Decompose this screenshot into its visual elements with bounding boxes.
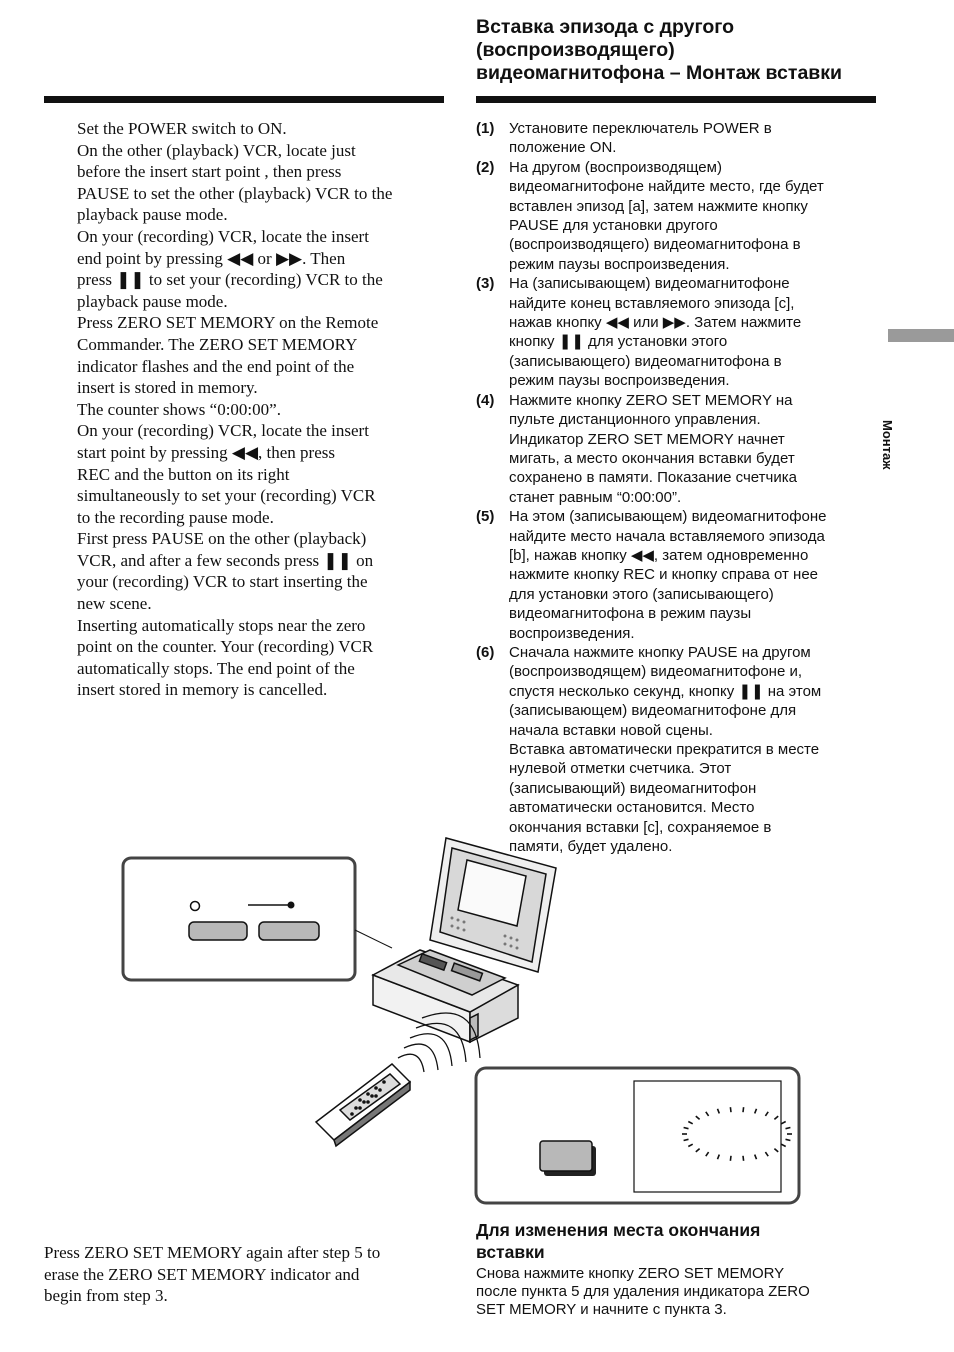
step-line: нажав кнопку ◀◀ или ▶▶. Затем нажмите [509,314,802,332]
step-line: автоматически остановится. Место [509,799,755,817]
remote-commander-icon [316,1064,410,1146]
flash-tick [730,1107,731,1112]
note-line: begin from step 3. [44,1286,168,1306]
heading-line: Для изменения места окончания [476,1220,761,1240]
step-line: найдите конец вставляемого эпизода [c], [509,294,795,312]
step-number: (6) [476,643,495,661]
title-line: Вставка эпизода с другого [476,16,735,38]
step-line: На этом (записывающем) видеомагнитофоне [509,508,827,526]
english-step-line: start point by pressing ◀◀, then press [77,442,335,462]
english-step-line: playback pause mode. [77,205,228,225]
step-line: PAUSE для установки другого [509,217,718,235]
english-step-line: On your (recording) VCR, locate the insert [77,421,369,441]
step-line: Установите переключатель POWER в [509,120,772,137]
step-line: [b], нажав кнопку ◀◀, затем одновременно [509,546,809,564]
english-step-line: PAUSE to set the other (playback) VCR to the [77,183,393,203]
vcr-device-icon [373,838,556,1042]
step-line: На другом (воспроизводящем) [509,158,722,176]
english-step-line: simultaneously to set your (recording) VCR [77,486,376,506]
english-step-line: automatically stops. The end point of the [77,658,355,678]
note-line: erase the ZERO SET MEMORY indicator and [44,1264,360,1284]
step-line: нажмите кнопку REC и кнопку справа от нее [509,566,819,584]
english-step-line: new scene. [77,594,152,614]
section-label-text: Монтаж [880,420,895,470]
step-line: станет равным “0:00:00”. [509,488,682,506]
english-step-line: insert stored in memory is cancelled. [77,680,328,700]
step-line: (записывающем) видеомагнитофоне для [509,702,797,720]
step-line: (воспроизводящем) видеомагнитофоне и, [509,663,803,681]
flash-tick [730,1156,731,1161]
english-step-line: Set the POWER switch to ON. [77,119,287,138]
step-line: воспроизведения. [509,624,635,642]
step-line: (записывающий) видеомагнитофон [509,779,757,797]
step-line: Нажмите кнопку ZERO SET MEMORY на [509,391,793,409]
note-line: Снова нажмите кнопку ZERO SET MEMORY [476,1265,785,1282]
step-line: памяти, будет удалено. [509,838,673,856]
button-callout [123,858,392,980]
note-line: Press ZERO SET MEMORY again after step 5 to [44,1243,381,1262]
english-step-line: REC and the button on its right [77,464,290,484]
step-line: сохранено в памяти. Показание счетчика [509,469,797,487]
english-step-line: indicator flashes and the end point of the [77,356,355,376]
english-step-line: press ❚❚ to set your (recording) VCR to the [77,270,383,290]
step-number: (5) [476,508,495,526]
step-number: (2) [476,158,495,176]
step-line: спустя несколько секунд, кнопку ❚❚ на этом [509,682,822,700]
english-step-line: insert is stored in memory. [77,378,258,398]
step-line: видеомагнитофоне найдите место, где будет [509,178,824,196]
note-line: после пункта 5 для удаления индикатора ZERO [476,1283,810,1301]
step-line: вставлен эпизод [a], затем нажмите кнопку [509,197,808,215]
rec-button-icon [189,922,247,940]
english-step-line: First press PAUSE on the other (playback) [77,529,367,549]
step-number: (4) [476,391,495,409]
step-line: найдите место начала вставляемого эпизода [509,527,825,545]
note-line: SET MEMORY и начните с пункта 3. [476,1301,727,1319]
step-line: Вставка автоматически прекратится в месте [509,741,820,758]
english-step-line: to the recording pause mode. [77,507,274,527]
russian-note [476,1265,896,1320]
step-number: (1) [476,120,495,137]
step-line: режим паузы воспроизведения. [509,372,730,390]
english-step-line: On the other (playback) VCR, locate just [77,140,356,160]
step-line: окончания вставки [c], сохраняемое в [509,818,772,836]
step-number: (3) [476,275,495,293]
english-note [44,1242,444,1307]
step-line: На (записывающем) видеомагнитофоне [509,275,790,293]
record-pause-button-icon [259,922,319,940]
english-step-line: On your (recording) VCR, locate the insert [77,226,369,246]
step-line: начала вставки новой сцены. [509,721,713,739]
english-step-line: before the insert start point , then press [77,162,342,182]
indicator-display-icon [634,1081,781,1192]
flash-tick [743,1156,744,1161]
step-line: для установки этого (записывающего) [509,585,774,603]
zero-set-memory-button-icon [540,1141,592,1171]
english-step-line: Inserting automatically stops near the zero [77,615,366,635]
step-line: (записывающего) видеомагнитофона в [509,352,782,370]
english-step-line: The counter shows “0:00:00”. [77,399,281,419]
step-line: Индикатор ZERO SET MEMORY начнет [509,430,785,448]
step-line: видеомагнитофона в режим паузы [509,605,752,623]
russian-note-heading [476,1219,896,1263]
step-line: Сначала нажмите кнопку PAUSE на другом [509,643,811,661]
step-line: пульте дистанционного управления. [509,411,761,429]
title-line: видеомагнитофона – Монтаж вставки [476,62,843,84]
english-step-line: VCR, and after a few seconds press ❚❚ on [77,550,374,570]
step-line: нулевой отметки счетчика. Этот [509,760,732,778]
english-step-line: playback pause mode. [77,291,228,311]
step-line: (воспроизводящего) видеомагнитофона в [509,236,801,254]
title-line: (воспроизводящего) [476,39,675,61]
english-step-line: point on the counter. Your (recording) VCR [77,637,374,657]
english-step-line: Press ZERO SET MEMORY on the Remote [77,313,379,333]
english-step-line: Commander. The ZERO SET MEMORY [77,334,358,354]
zero-set-callout [476,1068,799,1203]
step-line: кнопку ❚❚ для установки этого [509,333,728,351]
flash-tick [743,1107,744,1112]
step-line: режим паузы воспроизведения. [509,255,730,273]
rec-indicator-icon [191,902,200,911]
english-step-line: your (recording) VCR to start inserting the [77,572,368,592]
step-line: положение ON. [509,139,617,157]
english-step-line: end point by pressing ◀◀ or ▶▶. Then [77,248,346,268]
heading-line: вставки [476,1242,545,1262]
step-line: мигать, а место окончания вставки будет [509,449,795,467]
